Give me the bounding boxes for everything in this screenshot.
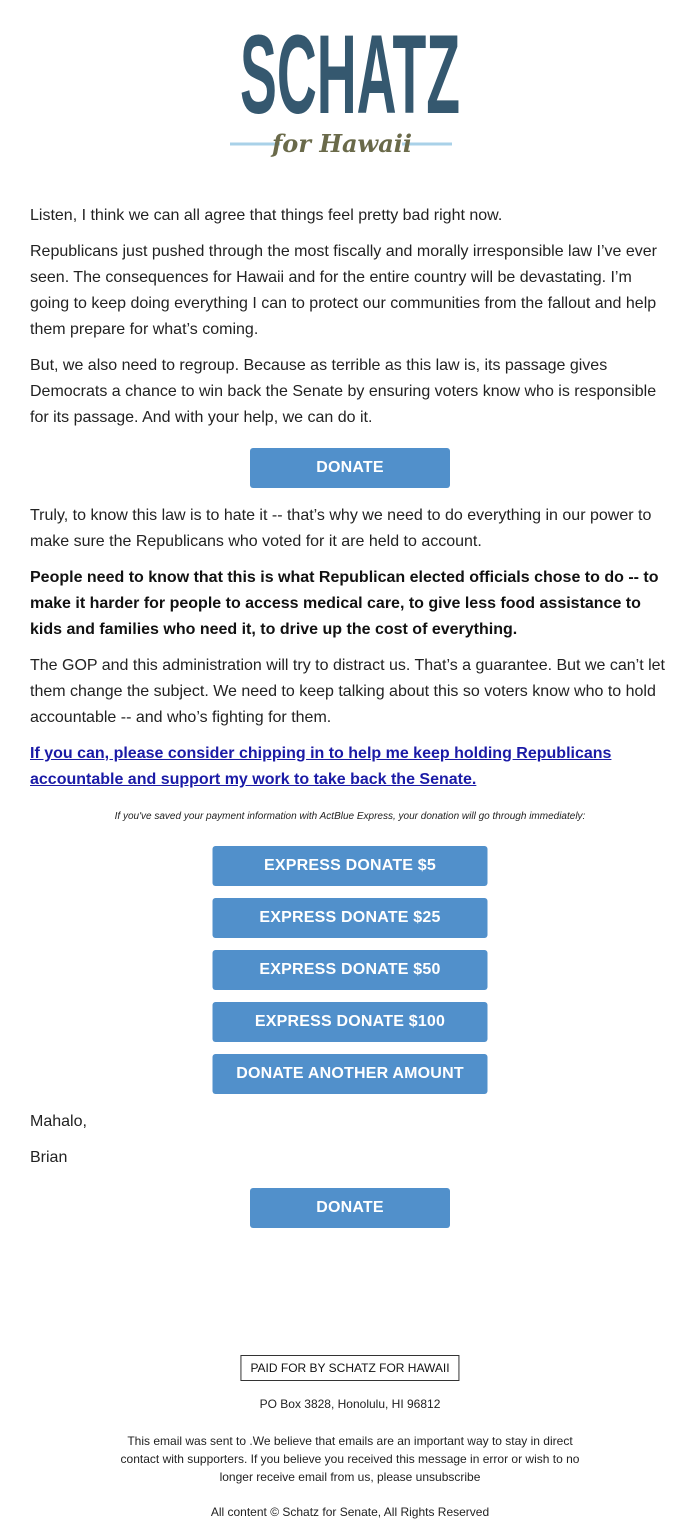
signoff-name: Brian	[30, 1149, 68, 1166]
footer-notice: This email was sent to .We believe that emails are an important way to stay in direct contact with supporters. If you believe you received this message in error or wish to no longer receive email from us, please unsubscribe	[120, 1434, 580, 1484]
express-donate-50-button[interactable]: EXPRESS DONATE $50	[213, 950, 488, 990]
logo-name: SCHATZ	[240, 12, 460, 137]
signoff-closing: Mahalo,	[30, 1113, 87, 1130]
chip-in-link[interactable]: If you can, please consider chipping in to help me keep holding Republicans accountable and support my work to take back the Senate.	[30, 745, 612, 788]
paragraph-regroup: But, we also need to regroup. Because as terrible as this law is, its passage gives Democrats a chance to win back the Senate by ensuring voters know who is responsible for its passage. And with your help, we can do it.	[30, 357, 657, 426]
campaign-logo	[0, 12, 700, 158]
donate-another-amount-button[interactable]: DONATE ANOTHER AMOUNT	[213, 1054, 488, 1094]
express-donate-5-button[interactable]: EXPRESS DONATE $5	[213, 846, 488, 886]
paragraph-distraction: The GOP and this administration will try to distract us. That’s a guarantee. But we can’t let them change the subject. We need to keep talking about this so voters know who to hold accountable -- and who’s fighting for them.	[30, 657, 665, 726]
paragraph-hold-account: Truly, to know this law is to hate it -- that’s why we need to do everything in our power to make sure the Republicans who voted for it are held to account.	[30, 507, 652, 550]
paid-for-disclaimer: PAID FOR BY SCHATZ FOR HAWAII	[240, 1355, 459, 1381]
actblue-express-note: If you've saved your payment information with ActBlue Express, your donation will go through immediately:	[114, 811, 586, 822]
paragraph-intro: Listen, I think we can all agree that things feel pretty bad right now.	[30, 207, 503, 224]
express-donate-100-button[interactable]: EXPRESS DONATE $100	[213, 1002, 488, 1042]
footer-address: PO Box 3828, Honolulu, HI 96812	[259, 1397, 441, 1411]
paragraph-bold-statement: People need to know that this is what Republican elected officials chose to do -- to make it harder for people to access medical care, to give less food assistance to kids and families who need it, to drive up the cost of everything.	[30, 569, 659, 638]
logo-tagline: for Hawaii	[271, 129, 413, 158]
express-donate-25-button[interactable]: EXPRESS DONATE $25	[213, 898, 488, 938]
cta-paragraph	[30, 741, 670, 793]
donate-button-top[interactable]: DONATE	[250, 448, 450, 488]
schatz-logo-mark	[230, 12, 470, 158]
donate-button-bottom[interactable]: DONATE	[250, 1188, 450, 1228]
footer-copyright: All content © Schatz for Senate, All Rights Reserved	[210, 1505, 490, 1519]
paragraph-law-impact: Republicans just pushed through the most fiscally and morally irresponsible law I’ve ever seen. The consequences for Hawaii and for the entire country will be devastating. I’m going to keep doing everything I can to protect our communities from the fallout and help them prepare for what’s coming.	[30, 243, 657, 338]
